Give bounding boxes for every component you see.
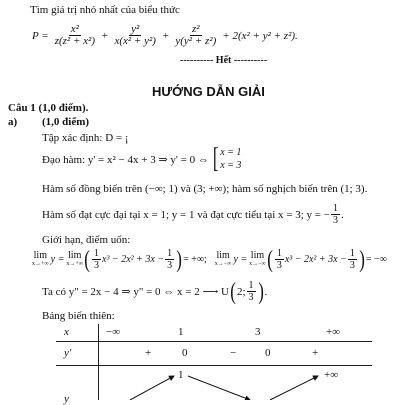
table-vertical-line <box>98 324 99 400</box>
fraction-2-denominator: x(x² + y²) <box>114 35 156 47</box>
variation-table-title: Bảng biến thiên: <box>42 310 115 322</box>
table-horizontal-line <box>56 341 372 342</box>
limit-result: = +∞; <box>183 254 207 265</box>
table-y-label: y <box>64 393 69 405</box>
increasing-arrow <box>270 376 318 400</box>
section-title: HƯỚNG DẪN GIẢI <box>152 84 265 99</box>
end-mark: ---------- Hết ---------- <box>180 55 268 66</box>
second-derivative-text: Ta có y" = 2x − 4 ⇒ y" = 0 ⇔ x = 2 ⟶ U <box>42 286 229 298</box>
decreasing-arrow <box>188 376 250 400</box>
extrema-denominator: 3 <box>332 215 338 226</box>
fraction-2-numerator: y² <box>131 23 140 35</box>
extrema-fraction <box>331 203 340 226</box>
extrema-text: Hàm số đạt cực đại tại x = 1; y = 1 và đạt cực tiểu tại x = 3; y = − <box>42 208 330 221</box>
limit-fraction: $\frac{1}{3}$ <box>349 248 355 271</box>
system-line-2: x = 3 <box>220 160 242 171</box>
limits-intro: Giới hạn, điểm uốn: <box>42 234 131 246</box>
limit-y: y = <box>50 254 65 265</box>
plus-sign: + <box>161 29 170 42</box>
part-a-points: (1,0 điểm) <box>42 116 90 128</box>
limit-operator: lim x→+∞ <box>32 249 49 267</box>
limit-polynomial: x³ − 2x² + 3x − <box>284 254 347 265</box>
limits-line: lim x→+∞ y = lim x→+∞ ( $\frac{1}{3}$ x³ − 2x² + 3x − $\frac{1}{3}$ ) = +∞; lim x→−∞ y = lim x→−∞ ( $\frac{1}{3}$ x³ − 2x² + 3x − $\frac{1}{3}$ ) = −∞ <box>32 246 387 273</box>
fraction-1-denominator: z(z² + x²) <box>54 35 95 47</box>
extrema-numerator: 1 <box>332 203 338 214</box>
limit-fraction: $\frac{1}{3}$ <box>167 248 173 271</box>
fraction-3 <box>173 24 218 47</box>
fraction-3-denominator: y(y² + z²) <box>175 35 217 47</box>
part-a-label: a) <box>8 116 18 128</box>
derivative-system <box>211 143 242 174</box>
table-x-value: 3 <box>255 326 261 338</box>
table-x-value: +∞ <box>326 326 341 338</box>
monotonicity-line: Hàm số đồng biến trên (−∞; 1) và (3; +∞); hàm số nghịch biến trên (1; 3). <box>42 183 368 195</box>
fraction-1 <box>53 24 97 47</box>
limit-operator: lim x→−∞ <box>249 249 266 267</box>
table-y-plus-infinity: +∞ <box>324 369 339 381</box>
derivative-text: Đạo hàm: y' = x² − 4x + 3 ⇒ y' = 0 ⇔ <box>42 153 209 166</box>
expression-p <box>32 24 298 47</box>
fraction-3-numerator: z² <box>192 23 200 35</box>
derivative-line <box>42 143 242 174</box>
question-1-heading: Câu 1 (1,0 điểm). <box>8 102 89 114</box>
limit-operator: lim x→−∞ <box>214 249 232 267</box>
table-sign: + <box>145 347 152 359</box>
table-y-max: 1 <box>178 369 184 381</box>
intro-text: Tìm giá trị nhỏ nhất của biểu thức <box>30 4 180 16</box>
table-x-value: 1 <box>178 326 184 338</box>
domain-line: Tập xác định: D = ¡ <box>42 132 129 144</box>
p-label: P = <box>32 29 49 42</box>
table-x-label: x <box>64 326 69 338</box>
limit-polynomial: x³ − 2x² + 3x − <box>102 254 165 265</box>
inflection-fraction: $\frac{1}{3}$ <box>248 280 254 303</box>
fraction-2 <box>112 24 158 47</box>
system-line-1: x = 1 <box>220 147 242 158</box>
inflection-x: 2; <box>236 285 246 298</box>
increasing-arrow <box>130 376 174 400</box>
limit-fraction: $\frac{1}{3}$ <box>276 248 282 271</box>
brace: [ <box>212 143 219 174</box>
limit-result: = −∞ <box>365 254 387 265</box>
fraction-1-numerator: x² <box>70 23 79 35</box>
table-sign: 0 <box>265 347 271 359</box>
plus-sign: + <box>101 29 109 42</box>
second-derivative-line: Ta có y" = 2x − 4 ⇒ y" = 0 ⇔ x = 2 ⟶ U ( 2; $\frac{1}{3}$ ) . <box>42 278 268 305</box>
table-sign: − <box>230 347 237 359</box>
table-sign: + <box>312 347 319 359</box>
limit-y: y = <box>233 254 248 265</box>
table-x-value: −∞ <box>106 326 121 338</box>
limit-fraction: $\frac{1}{3}$ <box>94 248 100 271</box>
limit-operator: lim x→+∞ <box>66 249 84 267</box>
variation-arrows <box>100 370 372 400</box>
table-sign: 0 <box>182 347 188 359</box>
table-yprime-label: y' <box>64 347 72 359</box>
extrema-line: Hàm số đạt cực đại tại x = 1; y = 1 và đạt cực tiểu tại x = 3; y = − $\frac{1}{3}$ . <box>42 203 344 226</box>
expression-tail: + 2(x² + y² + z²). <box>222 29 298 42</box>
table-horizontal-line <box>56 365 372 366</box>
